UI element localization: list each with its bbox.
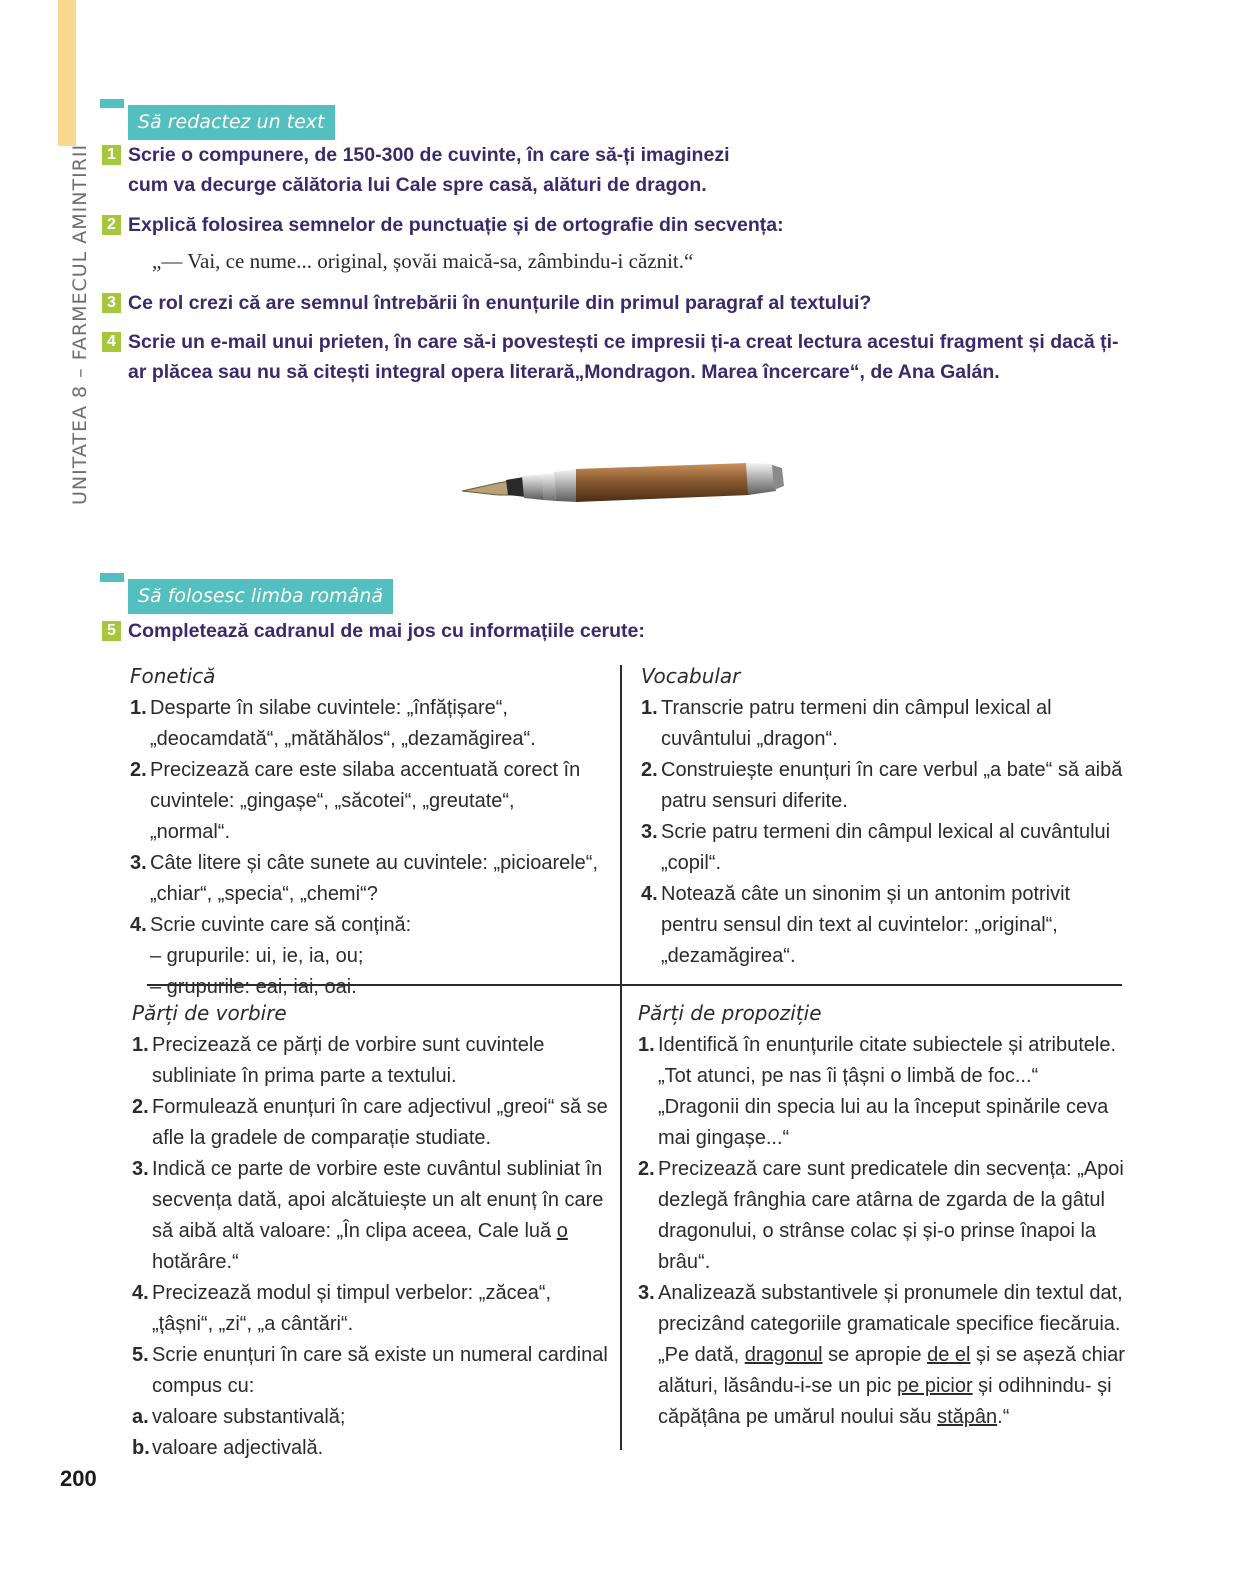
item-text: Formulează enunțuri în care adjectivul „greoi“ să se afle la gradele de comparație studiate.: [152, 1096, 608, 1149]
task-2-quote: „— Vai, ce nume... original, șovăi maică-sa, zâmbindu-i căznit.“: [152, 249, 694, 273]
quadrant-vertical-divider: [620, 665, 622, 1450]
section-marker: [100, 573, 124, 582]
task-3: [102, 288, 1142, 318]
item-number: 3.: [641, 821, 658, 843]
item-number: 4.: [132, 1282, 149, 1304]
item-text: Precizează modul și timpul verbelor: „zăcea“, „țâșni“, „zi“, „a cântări“.: [152, 1282, 552, 1335]
list-item: [132, 1433, 612, 1464]
item-text: hotărâre.“: [152, 1251, 239, 1273]
item-number: a.: [132, 1406, 149, 1428]
underlined-word: pe picior: [897, 1375, 973, 1397]
passage-text: .“: [997, 1406, 1010, 1428]
fountain-pen-illustration: [458, 455, 788, 505]
item-number: 1.: [641, 697, 658, 719]
item-text: Scrie cuvinte care să conțină:: [150, 914, 412, 936]
list-item: [132, 1154, 612, 1278]
item-number: 3.: [130, 852, 147, 874]
task-text: Explică folosirea semnelor de punctuație și de ortografie din secvența:: [128, 214, 784, 236]
vocabular-list: [641, 693, 1131, 972]
parti-vorbire-list: [132, 1030, 612, 1464]
quadrant-title-parti-vorbire: Părți de vorbire: [132, 1001, 287, 1025]
fonetica-list: [130, 693, 600, 1003]
passage-text: „Pe dată,: [658, 1344, 745, 1366]
list-item: [638, 1154, 1133, 1278]
list-item: [130, 755, 600, 848]
list-item: [130, 910, 600, 1003]
list-item: [132, 1092, 612, 1154]
item-text: Transcrie patru termeni din câmpul lexical al cuvântului „dragon“.: [661, 697, 1052, 750]
list-item: [641, 879, 1131, 972]
list-item: [638, 1278, 1133, 1433]
task-4: [102, 327, 1142, 387]
list-item: [132, 1030, 612, 1092]
item-text: Identifică în enunțurile citate subiectele și atributele.: [658, 1034, 1117, 1056]
unit-side-label: UNITATEA 8 – FARMECUL AMINTIRII: [69, 143, 91, 505]
item-text: Precizează care sunt predicatele din secvența: „Apoi dezlegă frânghia care atârna de zgarda de la gâtul dragonului, o strânse colac și și-o prinse înapoi la brâu“.: [658, 1158, 1124, 1273]
task-number: 3: [102, 293, 121, 313]
item-number: 3.: [638, 1282, 655, 1304]
underlined-word: stăpân: [937, 1406, 998, 1428]
item-subpoint: – grupurile: ui, ie, ia, ou;: [150, 945, 364, 967]
item-number: 1.: [638, 1034, 655, 1056]
item-number: 3.: [132, 1158, 149, 1180]
underlined-word: dragonul: [744, 1344, 823, 1366]
task-number: 1: [102, 145, 121, 165]
item-number: 2.: [130, 759, 147, 781]
list-item: [132, 1402, 612, 1433]
item-text: Câte litere și câte sunete au cuvintele: „picioarele“, „chiar“, „specia“, „chemi“?: [150, 852, 599, 905]
item-subpoint: – grupurile: eai, iai, oai.: [150, 976, 357, 998]
quoted-sentence: „Dragonii din specia lui au la început spinările ceva mai gingașe...“: [658, 1096, 1109, 1149]
section-marker: [100, 99, 124, 108]
task-5: [102, 616, 1142, 646]
item-text: Notează câte un sinonim și un antonim potrivit pentru sensul din text al cuvintelor: „original“, „dezamăgirea“.: [661, 883, 1071, 967]
item-text: Desparte în silabe cuvintele: „înfățișare“, „deocamdată“, „mătăhălos“, „dezamăgirea“.: [150, 697, 536, 750]
page-number: 200: [60, 1466, 97, 1491]
item-text: Precizează ce părți de vorbire sunt cuvintele subliniate în prima parte a textului.: [152, 1034, 545, 1087]
item-number: b.: [132, 1437, 150, 1459]
item-text: Scrie patru termeni din câmpul lexical al cuvântului „copil“.: [661, 821, 1111, 874]
section-title: Să redactez un text: [128, 105, 335, 140]
task-number: 2: [102, 215, 121, 235]
item-number: 2.: [638, 1158, 655, 1180]
section-title: Să folosesc limba română: [128, 579, 393, 614]
item-number: 1.: [130, 697, 147, 719]
list-item: [132, 1278, 612, 1340]
underlined-word: o: [556, 1220, 568, 1242]
task-1: [102, 140, 1142, 200]
list-item: [130, 693, 600, 755]
item-number: 1.: [132, 1034, 149, 1056]
list-item: [641, 693, 1131, 755]
item-text: valoare substantivală;: [152, 1406, 346, 1428]
task-number: 4: [102, 332, 121, 352]
passage-text: se apropie: [822, 1344, 928, 1366]
quadrant-title-vocabular: Vocabular: [641, 664, 741, 688]
parti-propozitie-list: [638, 1030, 1133, 1433]
list-item: [638, 1030, 1133, 1154]
task-text: Scrie un e-mail unui prieten, în care să-i povestești ce impresii ți-a creat lectura acestui fragment și dacă ți-ar plăcea sau nu să citești integral opera literară„Mondragon. Marea încercare“, de Ana Galán.: [128, 331, 1119, 383]
quadrant-title-fonetica: Fonetică: [130, 664, 216, 688]
side-color-bar: [58, 0, 76, 146]
passage-text: și se așeză chiar alături, lăsându-i-se un pic: [658, 1344, 1125, 1397]
quadrant-title-parti-propozitie: Părți de propoziție: [638, 1001, 822, 1025]
task-number: 5: [102, 621, 121, 641]
item-number: 2.: [641, 759, 658, 781]
list-item: [641, 817, 1131, 879]
item-text: Scrie enunțuri în care să existe un numeral cardinal compus cu:: [152, 1344, 608, 1397]
list-item: [132, 1340, 612, 1402]
item-text: valoare adjectivală.: [152, 1437, 324, 1459]
list-item: [130, 848, 600, 910]
list-item: [641, 755, 1131, 817]
item-number: 4.: [641, 883, 658, 905]
quoted-sentence: „Tot atunci, pe nas îi țâșni o limbă de foc...“: [658, 1065, 1039, 1087]
item-text: Analizează substantivele și pronumele din textul dat, precizând categoriile gramaticale specifice fiecăruia.: [658, 1282, 1123, 1335]
item-text: Indică ce parte de vorbire este cuvântul subliniat în secvența dată, apoi alcătuiește un alt enunț în care să aibă altă valoare: „În clipa aceea, Cale luă: [152, 1158, 604, 1242]
item-text: Construiește enunțuri în care verbul „a bate“ să aibă patru sensuri diferite.: [661, 759, 1123, 812]
task-2: [102, 210, 1142, 240]
underlined-word: de el: [927, 1344, 971, 1366]
task-text: Completează cadranul de mai jos cu informațiile cerute:: [128, 620, 645, 642]
task-text: Scrie o compunere, de 150-300 de cuvinte, în care să-ți imaginezi cum va decurge călătoria lui Cale spre casă, alături de dragon.: [128, 144, 730, 196]
item-text: Precizează care este silaba accentuată corect în cuvintele: „gingașe“, „săcotei“, „greutate“, „normal“.: [150, 759, 581, 843]
item-number: 5.: [132, 1344, 149, 1366]
quoted-passage: [658, 1340, 1133, 1433]
item-number: 2.: [132, 1096, 149, 1118]
item-number: 4.: [130, 914, 147, 936]
task-text: Ce rol crezi că are semnul întrebării în enunțurile din primul paragraf al textului?: [128, 292, 872, 314]
passage-text: și odihnindu- și căpățâna pe umărul noului său: [658, 1375, 1112, 1428]
